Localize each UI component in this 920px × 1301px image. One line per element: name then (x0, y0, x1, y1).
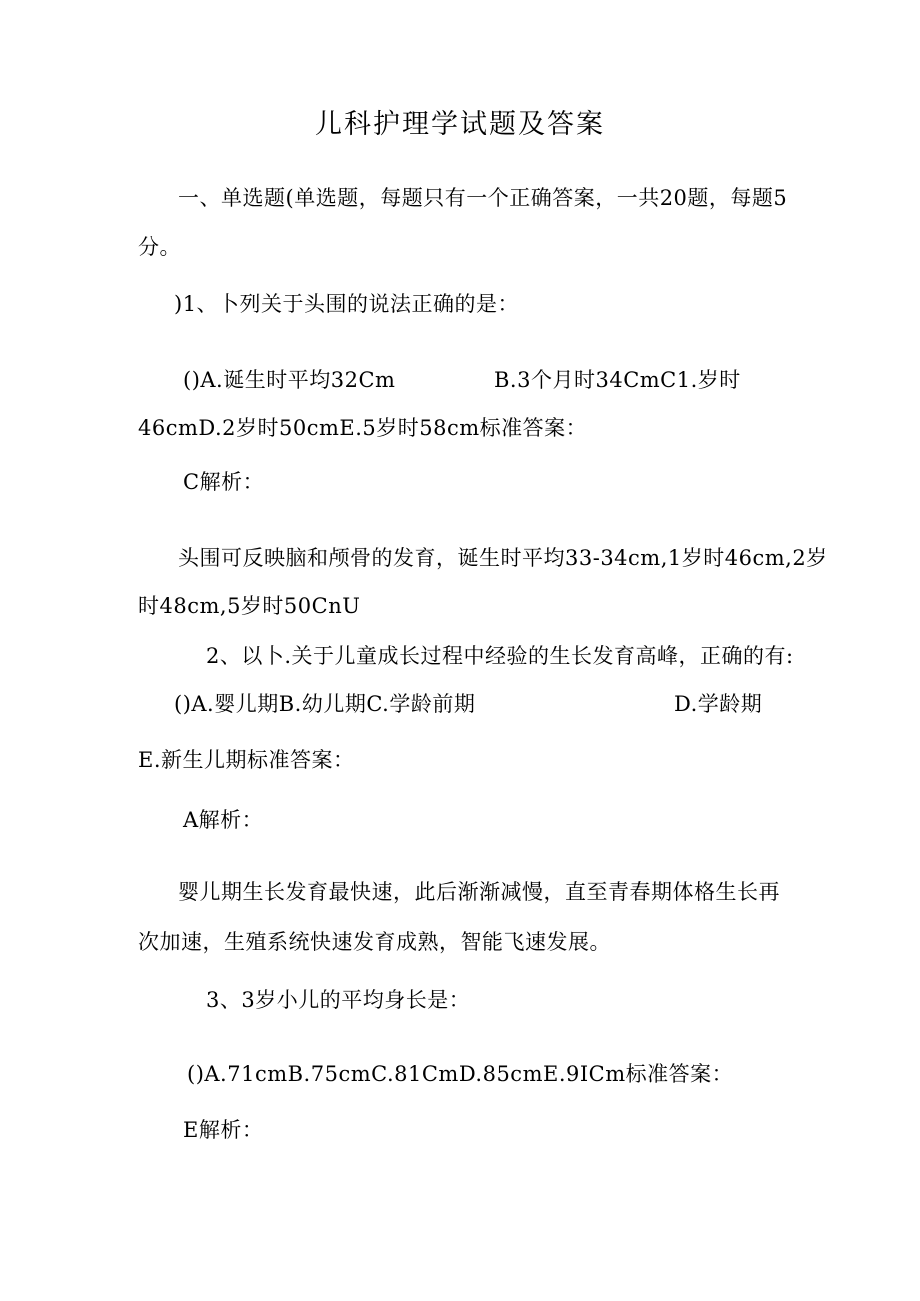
question-3-stem: 3、3岁小儿的平均身长是： (206, 988, 471, 1012)
question-3-options: ()A.71cmB.75cmC.81CmD.85cmE.9ICm标准答案： (187, 1062, 734, 1086)
section-heading-line1: 一、单选题(单选题，每题只有一个正确答案，一共20题，每题5 (178, 186, 788, 210)
question-2-answer: A解析： (183, 808, 264, 832)
question-1-explanation-line2: 时48cm,5岁时50CnU (138, 594, 361, 618)
question-1-options-continued: 46cmD.2岁时50cmE.5岁时58cm标准答案： (138, 416, 588, 440)
question-2-explanation-line1: 婴儿期生长发育最快速，此后渐渐减慢，直至青春期体格生长再 (178, 880, 780, 904)
question-2-option-d: D.学龄期 (674, 692, 763, 716)
document-title: 儿科护理学试题及答案 (315, 109, 605, 140)
question-1-answer: C解析： (183, 470, 265, 494)
question-2-option-a-c: ()A.婴儿期B.幼儿期C.学龄前期 (174, 692, 476, 716)
question-1-option-a: ()A.诞生时平均32Cm (183, 368, 396, 392)
question-1-stem: )1、卜列关于头围的说法正确的是： (174, 292, 520, 316)
question-1-explanation-line1: 头围可反映脑和颅骨的发育，诞生时平均33-34cm,1岁时46cm,2岁 (178, 546, 828, 570)
section-heading-line2: 分。 (138, 235, 181, 259)
question-2-explanation-line2: 次加速，生殖系统快速发育成熟，智能飞速发展。 (138, 930, 611, 954)
question-2-options-continued: E.新生儿期标准答案： (138, 748, 355, 772)
question-1-option-b: B.3个月时34CmC1.岁时 (494, 368, 741, 392)
question-3-answer: E解析： (183, 1118, 264, 1142)
question-2-stem: 2、以卜.关于儿童成长过程中经验的生长发育高峰，正确的有: (206, 644, 794, 668)
